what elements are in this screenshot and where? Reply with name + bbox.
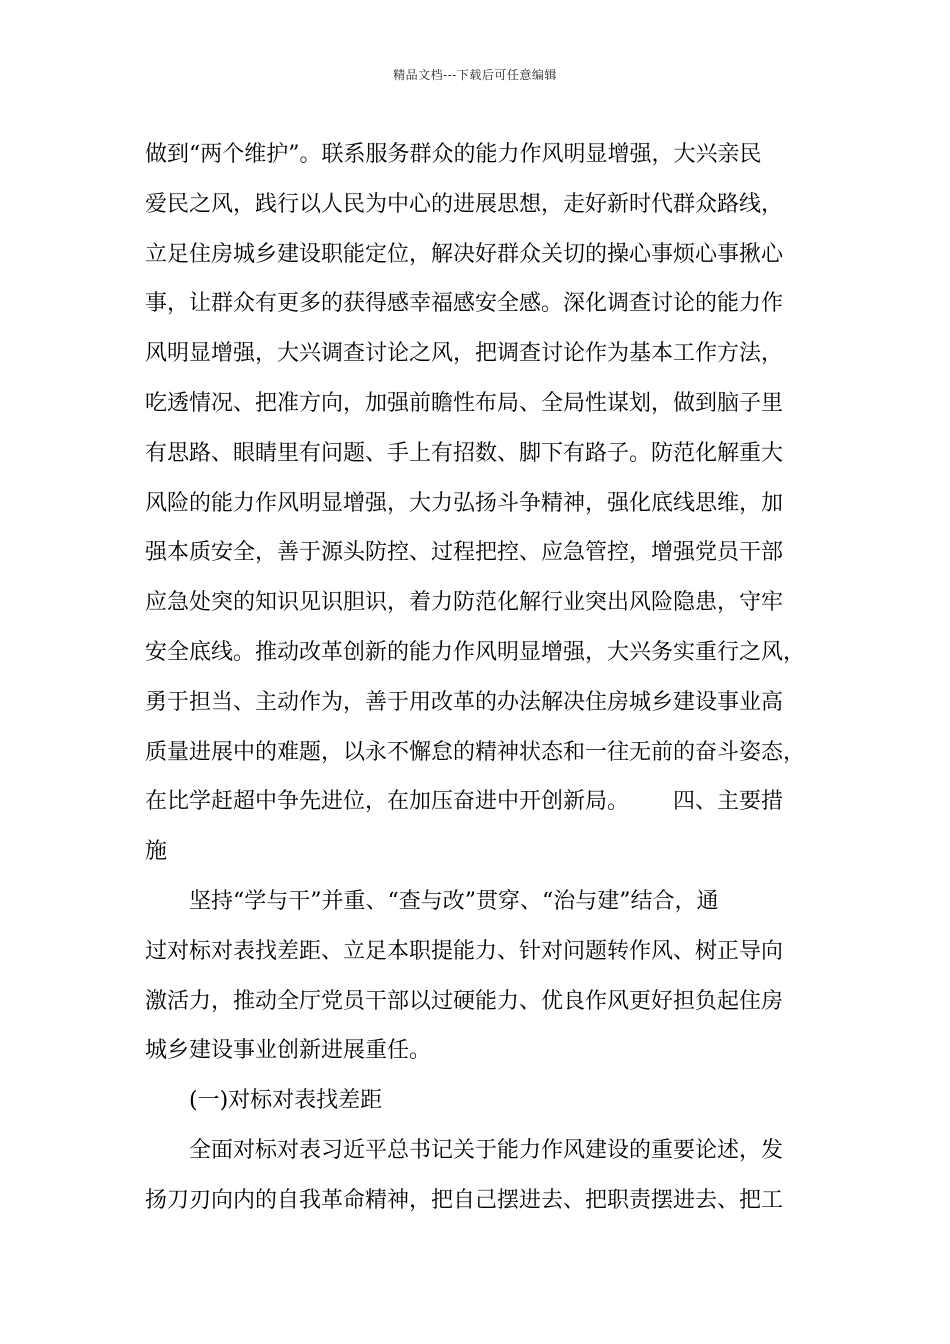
subheading: (一)对标对表找差距 [189, 1088, 383, 1114]
page-header: 精品文档---下载后可任意编辑 [393, 68, 557, 82]
text-line: 城乡建设事业创新进展重任。 [145, 1038, 432, 1064]
text-line: 应急处突的知识见识胆识，着力防范化解行业突出风险隐患，守牢 [145, 590, 784, 616]
text-line [145, 777, 835, 827]
text-line: 质量进展中的难题，以永不懈怠的精神状态和一往无前的奋斗姿态， [145, 739, 806, 765]
text-line: 过对标对表找差距、立足本职提能力、针对问题转作风、树正导向 [145, 938, 784, 964]
text-line: 事，让群众有更多的获得感幸福感安全感。深化调查讨论的能力作 [145, 291, 784, 317]
text-line: 勇于担当、主动作为，善于用改革的办法解决住房城乡建设事业高 [145, 689, 784, 715]
text-line: 有思路、眼睛里有问题、手上有招数、脚下有路子。防范化解重大 [145, 440, 784, 466]
text-line: 爱民之风，践行以人民为中心的进展思想，走好新时代群众路线， [145, 191, 784, 217]
text-line: 立足住房城乡建设职能定位，解决好群众关切的操心事烦心事揪心 [145, 241, 784, 267]
sentence-end: 在比学赶超中争先进位，在加压奋进中开创新局。 [145, 789, 630, 815]
section-heading-start: 四、主要措 [673, 789, 784, 815]
text-line: 做到“两个维护”。联系服务群众的能力作风明显增强，大兴亲民 [145, 142, 762, 167]
text-line: 风险的能力作风明显增强，大力弘扬斗争精神，强化底线思维，加 [145, 490, 784, 516]
text-line: 激活力，推动全厅党员干部以过硬能力、优良作风更好担负起住房 [145, 988, 784, 1014]
text-line: 吃透情况、把准方向，加强前瞻性布局、全局性谋划，做到脑子里 [145, 390, 784, 416]
paragraph-first-line: 坚持“学与干”并重、“查与改”贯穿、“治与建”结合，通 [189, 888, 719, 914]
section-heading-end: 施 [145, 839, 168, 865]
text-line: 风明显增强，大兴调查讨论之风，把调查讨论作为基本工作方法， [145, 341, 784, 367]
document-body [145, 130, 835, 1226]
paragraph-first-line: 全面对标对表习近平总书记关于能力作风建设的重要论述，发 [189, 1137, 784, 1163]
text-line: 安全底线。推动改革创新的能力作风明显增强，大兴务实重行之风， [145, 639, 806, 665]
text-line: 强本质安全，善于源头防控、过程把控、应急管控，增强党员干部 [145, 540, 784, 566]
text-line: 扬刀刃向内的自我革命精神，把自己摆进去、把职责摆进去、把工 [145, 1187, 784, 1213]
